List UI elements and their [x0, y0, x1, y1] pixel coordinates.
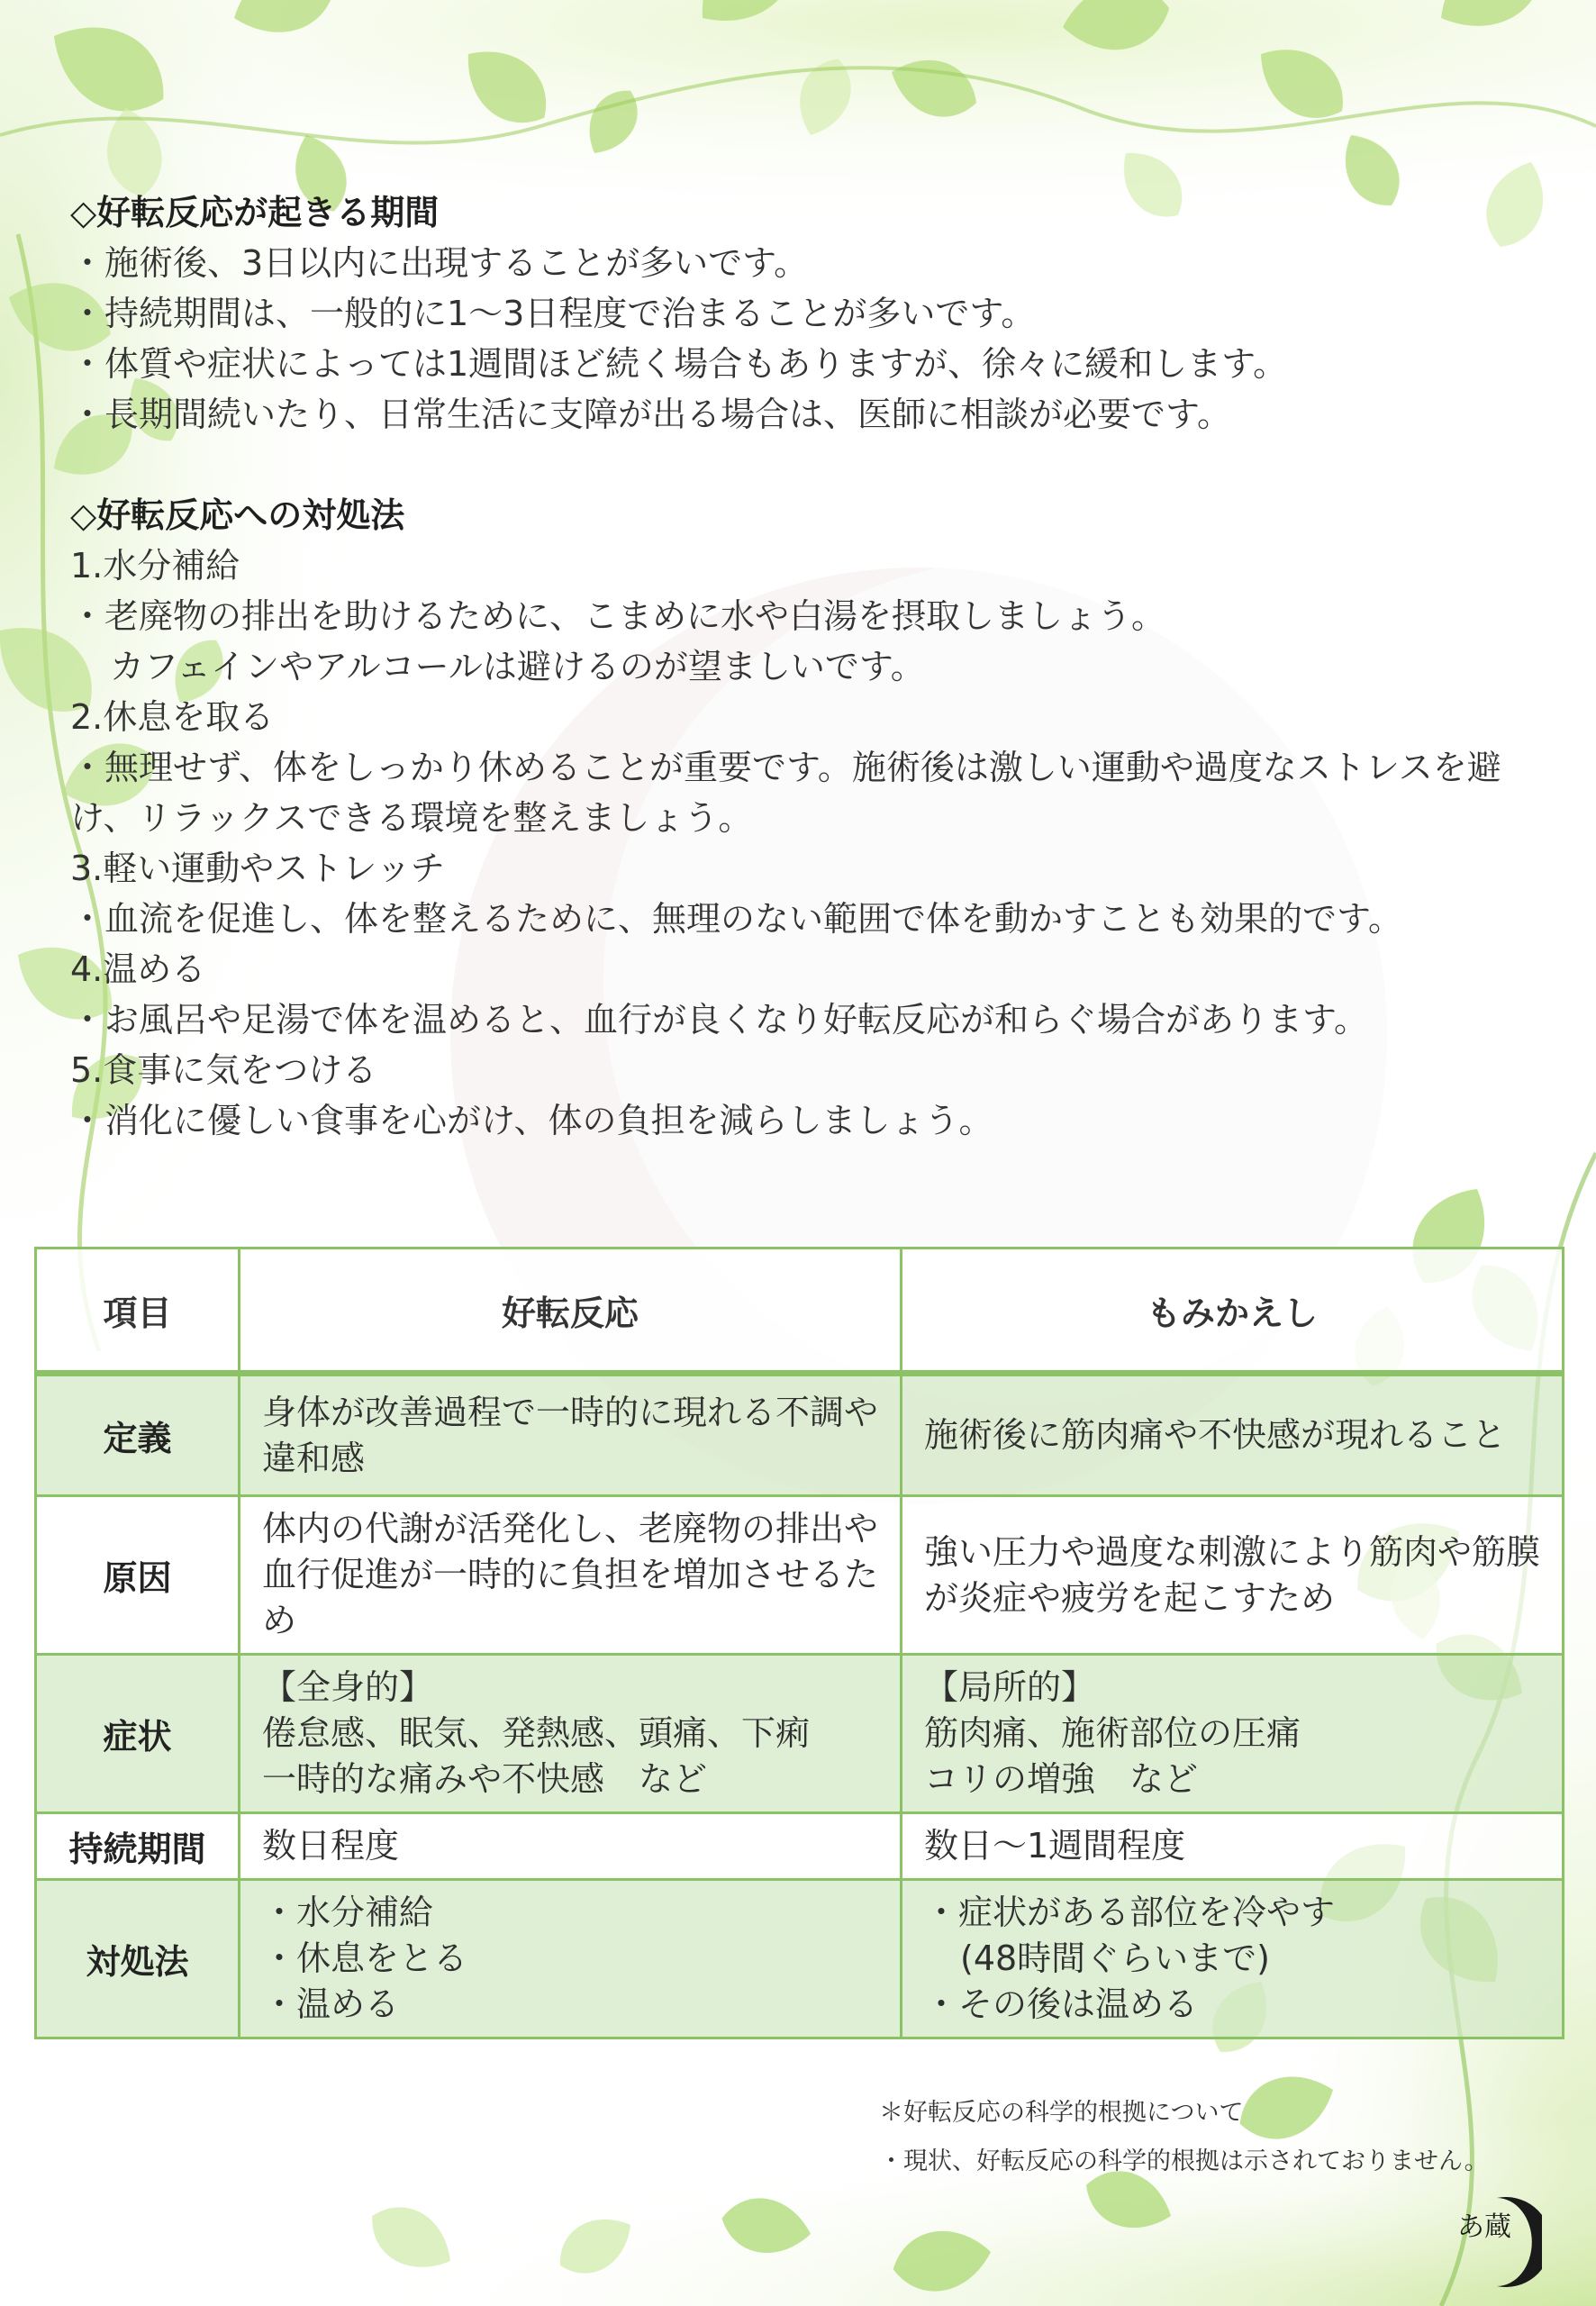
- cell-koten: [240, 1655, 902, 1813]
- cell-text: 数日程度: [262, 1826, 400, 1866]
- cell-momikaeshi: [902, 1496, 1564, 1655]
- row-label: 定義: [36, 1374, 240, 1496]
- header-koten: 好転反応: [240, 1248, 902, 1374]
- remedy-title: 5.食事に気をつける: [70, 1050, 377, 1090]
- comparison-table: [34, 1247, 1564, 2039]
- table-header-row: [36, 1248, 1564, 1374]
- table-row: [36, 1496, 1564, 1655]
- table-row: [36, 1374, 1564, 1496]
- cell-text: 数日〜1週間程度: [924, 1826, 1186, 1866]
- remedy-title: 3.軽い運動やストレッチ: [70, 849, 445, 888]
- cell-text: ・温める: [262, 1984, 400, 2024]
- logo-text: あ蔵: [1457, 2211, 1511, 2243]
- row-label: 持続期間: [36, 1813, 240, 1880]
- cell-text: 強い圧力や過度な刺激により筋肉や筋膜が炎症や疲労を起こすため: [924, 1531, 1541, 1618]
- cell-momikaeshi: [902, 1880, 1564, 2038]
- section-remedies-heading: ◇好転反応への対処法: [70, 495, 405, 535]
- cell-text: (48時間ぐらいまで): [960, 1938, 1271, 1978]
- cell-koten: [240, 1496, 902, 1655]
- cell-text: 身体が改善過程で一時的に現れる不調や違和感: [262, 1392, 879, 1478]
- section-period: [70, 187, 1565, 440]
- cell-text: 【局所的】: [924, 1667, 1096, 1707]
- cell-text: 体内の代謝が活発化し、老廃物の排出や血行促進が一時的に負担を増加させるため: [262, 1509, 879, 1640]
- cell-text: ・水分補給: [262, 1893, 434, 1932]
- cell-momikaeshi: [902, 1655, 1564, 1813]
- remedy-text: カフェインやアルコールは避けるのが望ましいです。: [110, 647, 925, 686]
- remedy-text: ・お風呂や足湯で体を温めると、血行が良くなり好転反応が和らぐ場合があります。: [70, 1000, 1368, 1040]
- cell-text: ・休息をとる: [262, 1938, 468, 1978]
- cell-koten: [240, 1374, 902, 1496]
- remedy-title: 4.温める: [70, 949, 206, 989]
- table-row: [36, 1880, 1564, 2038]
- period-line: ・体質や症状によっては1週間ほど続く場合もありますが、徐々に緩和します。: [70, 344, 1288, 384]
- row-label: 対処法: [36, 1880, 240, 2038]
- row-label: 症状: [36, 1655, 240, 1813]
- remedy-text: ・消化に優しい食事を心がけ、体の負担を減らしましょう。: [70, 1101, 993, 1140]
- remedy-title: 2.休息を取る: [70, 697, 275, 737]
- cell-text: ・症状がある部位を冷やす: [924, 1893, 1336, 1932]
- cell-koten: [240, 1813, 902, 1880]
- cell-text: コリの増強 など: [924, 1759, 1199, 1799]
- period-line: ・持続期間は、一般的に1〜3日程度で治まることが多いです。: [70, 294, 1036, 333]
- table-row: [36, 1813, 1564, 1880]
- cell-text: 倦怠感、眠気、発熱感、頭痛、下痢: [262, 1713, 811, 1753]
- remedy-text: ・無理せず、体をしっかり休めることが重要です。施術後は激しい運動や過度なストレスを避け、リラックスできる環境を整えましょう。: [70, 748, 1501, 838]
- cell-text: 施術後に筋肉痛や不快感が現れること: [924, 1415, 1507, 1455]
- section-remedies: [70, 490, 1565, 1146]
- brand-logo: [1443, 2194, 1542, 2290]
- section-period-heading: ◇好転反応が起きる期間: [70, 193, 440, 232]
- cell-text: 【全身的】: [262, 1667, 434, 1707]
- remedy-text: ・血流を促進し、体を整えるために、無理のない範囲で体を動かすことも効果的です。: [70, 899, 1402, 939]
- header-momikaeshi: もみかえし: [902, 1248, 1564, 1374]
- footnote-text: ・現状、好転反応の科学的根拠は示されておりません。: [879, 2147, 1489, 2175]
- cell-text: 一時的な痛みや不快感 など: [262, 1759, 708, 1799]
- row-label: 原因: [36, 1496, 240, 1655]
- table-row: [36, 1655, 1564, 1813]
- remedy-text: ・老廃物の排出を助けるために、こまめに水や白湯を摂取しましょう。: [70, 596, 1166, 636]
- period-line: ・施術後、3日以内に出現することが多いです。: [70, 243, 809, 283]
- footnote-title: ＊好転反応の科学的根拠について: [879, 2099, 1244, 2127]
- cell-momikaeshi: [902, 1374, 1564, 1496]
- cell-koten: [240, 1880, 902, 2038]
- header-item: 項目: [36, 1248, 240, 1374]
- cell-momikaeshi: [902, 1813, 1564, 1880]
- remedy-title: 1.水分補給: [70, 546, 240, 586]
- period-line: ・長期間続いたり、日常生活に支障が出る場合は、医師に相談が必要です。: [70, 395, 1231, 434]
- cell-text: ・その後は温める: [924, 1984, 1199, 2024]
- cell-text: 筋肉痛、施術部位の圧痛: [924, 1713, 1301, 1753]
